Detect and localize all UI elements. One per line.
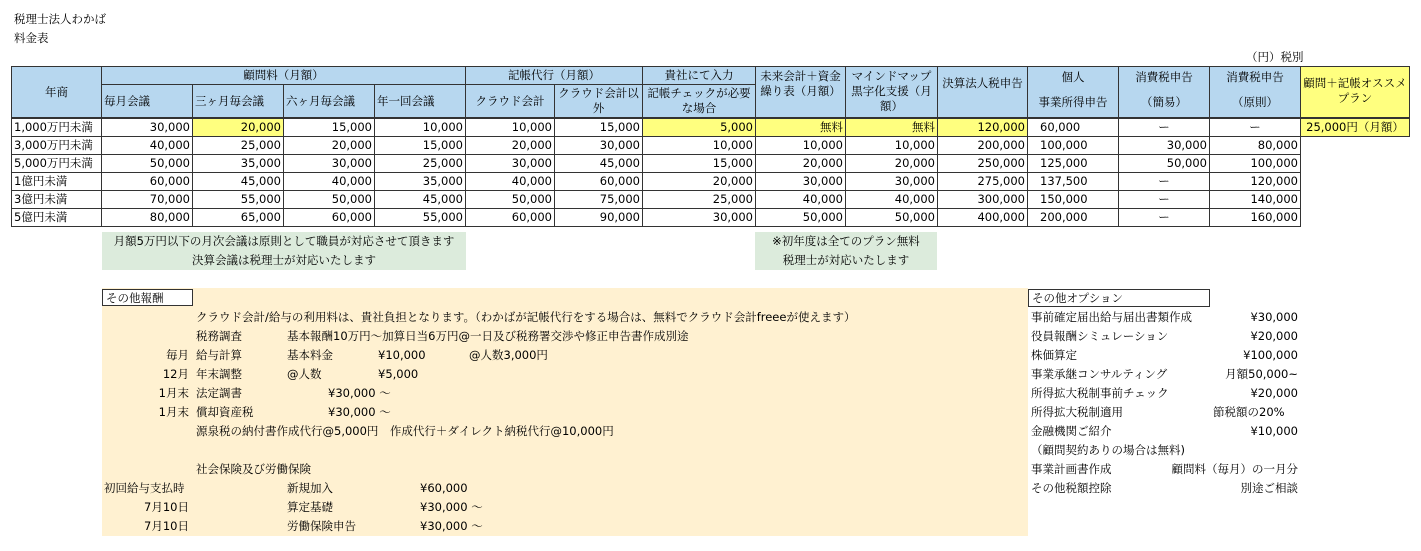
header-consumption-simple <box>1118 66 1210 118</box>
row1-individual: 60,000 <box>1027 118 1119 137</box>
option-3-label: 株価算定 <box>1031 348 1077 362</box>
row3-consumption-simple: 50,000 <box>1118 154 1210 173</box>
yearend-label: 年末調整 <box>196 367 242 381</box>
row1-consumption-simple: ー <box>1118 118 1210 137</box>
row3-future: 20,000 <box>755 154 846 173</box>
legal-label: 法定調書 <box>196 386 242 400</box>
asset-price: ¥30,000 〜 <box>328 405 391 419</box>
row6-future: 50,000 <box>755 208 846 227</box>
cloud-fee-note: クラウド会計/給与の利用料は、貴社負担となります。（わかばが記帳代行をする場合は、無料でクラウド会計freeeが使えます） <box>196 310 856 324</box>
row1-future: 無料 <box>755 118 846 137</box>
legal-when: 1月末 <box>158 386 189 400</box>
payroll-label: 給与計算 <box>196 348 242 362</box>
calc-label: 算定基礎 <box>287 500 333 514</box>
option-7-price: ¥10,000 <box>1250 424 1298 438</box>
row6-monthly: 80,000 <box>101 208 193 227</box>
note-left-2: 決算会議は税理士が対応いたします <box>192 253 376 267</box>
option-2-label: 役員報酬シミュレーション <box>1031 329 1169 343</box>
notes-left <box>102 232 466 270</box>
insurance-title: 社会保険及び労働保険 <box>196 462 311 476</box>
legal-price: ¥30,000 〜 <box>328 386 391 400</box>
row6-annual: 55,000 <box>374 208 466 227</box>
option-10-label: その他税額控除 <box>1031 481 1112 495</box>
row3-noncloud: 45,000 <box>554 154 643 173</box>
header-consumption-principle <box>1209 66 1301 118</box>
row2-quarterly: 25,000 <box>192 136 284 155</box>
option-9-price: 顧問料（毎月）の一月分 <box>1171 462 1298 476</box>
header-consumption-simple-top: 消費税申告 <box>1135 70 1193 84</box>
header-consumption-principle-top: 消費税申告 <box>1226 70 1284 84</box>
row5-noncloud: 75,000 <box>554 190 643 209</box>
header-individual-top: 個人 <box>1061 70 1085 84</box>
row4-consumption-simple: ー <box>1118 172 1210 191</box>
withholding-note: 源泉税の納付書作成代行@5,000円 作成代行＋ダイレクト納税代行@10,000円 <box>196 424 614 438</box>
row5-annual: 45,000 <box>374 190 466 209</box>
row5-check: 25,000 <box>642 190 756 209</box>
row4-semiannual: 40,000 <box>283 172 375 191</box>
row1-consumption-principle: ー <box>1209 118 1301 137</box>
header-individual <box>1027 66 1119 118</box>
labor-label: 労働保険申告 <box>287 519 356 533</box>
note-right-1: ※初年度は全てのプラン無料 <box>772 234 920 248</box>
note-left-1: 月額5万円以下の月次会議は原則として職員が対応させて頂きます <box>113 234 455 248</box>
header-consumption-principle-bottom: （原則） <box>1232 95 1278 109</box>
row5-consumption-principle: 140,000 <box>1209 190 1301 209</box>
row2-semiannual: 20,000 <box>283 136 375 155</box>
asset-label: 償却資産税 <box>196 405 254 419</box>
payroll-per-person: @人数3,000円 <box>469 348 548 362</box>
row4-settlement: 275,000 <box>937 172 1028 191</box>
payroll-base-price: ¥10,000 <box>378 348 426 362</box>
tax-audit-label: 税務調査 <box>196 329 242 343</box>
row2-sales: 3,000万円未満 <box>11 136 102 155</box>
option-6-label: 所得拡大税制適用 <box>1031 405 1123 419</box>
option-9-label: 事業計画書作成 <box>1031 462 1112 476</box>
row4-individual: 137,500 <box>1027 172 1119 191</box>
row3-semiannual: 30,000 <box>283 154 375 173</box>
row5-future: 40,000 <box>755 190 846 209</box>
yearend-price: ¥5,000 <box>378 367 419 381</box>
row5-monthly: 70,000 <box>101 190 193 209</box>
row2-future: 10,000 <box>755 136 846 155</box>
header-advisory-quarterly: 三ヶ月毎会議 <box>192 84 284 118</box>
header-mindmap: マインドマップ黒字化支援（月額） <box>845 66 938 118</box>
row2-cloud: 20,000 <box>465 136 555 155</box>
new-join-label: 新規加入 <box>287 481 333 495</box>
first-pay-when: 初回給与支払時 <box>104 481 185 495</box>
row1-monthly: 30,000 <box>101 118 193 137</box>
row1-semiannual: 15,000 <box>283 118 375 137</box>
row5-individual: 150,000 <box>1027 190 1119 209</box>
header-client-input: 貴社にて入力 <box>642 66 756 85</box>
header-recommend-plan: 顧問＋記帳オススメプラン <box>1300 66 1410 118</box>
row3-monthly: 50,000 <box>101 154 193 173</box>
notes-right <box>755 232 937 270</box>
row5-cloud: 50,000 <box>465 190 555 209</box>
calc-when: 7月10日 <box>144 500 189 514</box>
header-bookkeeping-noncloud: クラウド会計以外 <box>554 84 643 118</box>
header-bookkeeping: 記帳代行（月額） <box>465 66 643 85</box>
other-fees-section <box>102 288 1028 536</box>
row2-consumption-principle: 80,000 <box>1209 136 1301 155</box>
yearend-per: @人数 <box>287 367 322 381</box>
header-advisory-annual: 年一回会議 <box>374 84 466 118</box>
option-10-price: 別途ご相談 <box>1240 481 1298 495</box>
row4-consumption-principle: 120,000 <box>1209 172 1301 191</box>
row2-check: 10,000 <box>642 136 756 155</box>
row1-annual: 10,000 <box>374 118 466 137</box>
header-bookkeeping-cloud: クラウド会計 <box>465 84 555 118</box>
new-join-price: ¥60,000 <box>420 481 468 495</box>
row3-cloud: 30,000 <box>465 154 555 173</box>
labor-price: ¥30,000 〜 <box>420 519 483 533</box>
asset-when: 1月末 <box>158 405 189 419</box>
other-options-title: その他オプション <box>1028 289 1210 307</box>
row5-sales: 3億円未満 <box>11 190 102 209</box>
option-2-price: ¥20,000 <box>1250 329 1298 343</box>
option-5-price: ¥20,000 <box>1250 386 1298 400</box>
row6-consumption-principle: 160,000 <box>1209 208 1301 227</box>
row1-sales: 1,000万円未満 <box>11 118 102 137</box>
row6-noncloud: 90,000 <box>554 208 643 227</box>
row1-quarterly: 20,000 <box>192 118 284 137</box>
row1-cloud: 10,000 <box>465 118 555 137</box>
row6-check: 30,000 <box>642 208 756 227</box>
row4-sales: 1億円未満 <box>11 172 102 191</box>
row5-semiannual: 50,000 <box>283 190 375 209</box>
row4-mindmap: 30,000 <box>845 172 938 191</box>
row3-quarterly: 35,000 <box>192 154 284 173</box>
row6-cloud: 60,000 <box>465 208 555 227</box>
row5-mindmap: 40,000 <box>845 190 938 209</box>
row6-semiannual: 60,000 <box>283 208 375 227</box>
tax-audit-text: 基本報酬10万円〜加算日当6万円@一日及び税務署交渉や修正申告書作成別途 <box>287 329 689 343</box>
header-advisory-monthly: 毎月会議 <box>101 84 193 118</box>
note-right-2: 税理士が対応いたします <box>782 253 910 267</box>
row2-settlement: 200,000 <box>937 136 1028 155</box>
option-7-label: 金融機関ご紹介 <box>1031 424 1112 438</box>
row5-quarterly: 55,000 <box>192 190 284 209</box>
row1-mindmap: 無料 <box>845 118 938 137</box>
row3-check: 15,000 <box>642 154 756 173</box>
row3-settlement: 250,000 <box>937 154 1028 173</box>
option-8-label: （顧問契約ありの場合は無料) <box>1031 443 1185 457</box>
option-3-price: ¥100,000 <box>1243 348 1298 362</box>
firm-name: 税理士法人わかば <box>14 12 106 26</box>
row6-individual: 200,000 <box>1027 208 1119 227</box>
header-advisory-semiannual: 六ヶ月毎会議 <box>283 84 375 118</box>
row5-consumption-simple: ー <box>1118 190 1210 209</box>
option-4-price: 月額50,000~ <box>1225 367 1298 381</box>
row6-mindmap: 50,000 <box>845 208 938 227</box>
row3-sales: 5,000万円未満 <box>11 154 102 173</box>
row3-annual: 25,000 <box>374 154 466 173</box>
other-fees-title: その他報酬 <box>102 289 193 306</box>
row2-noncloud: 30,000 <box>554 136 643 155</box>
row3-mindmap: 20,000 <box>845 154 938 173</box>
row4-future: 30,000 <box>755 172 846 191</box>
calc-price: ¥30,000 〜 <box>420 500 483 514</box>
header-annual-sales: 年商 <box>11 66 102 118</box>
row3-individual: 125,000 <box>1027 154 1119 173</box>
header-advisory: 顧問料（月額） <box>101 66 466 85</box>
yearend-when: 12月 <box>162 367 189 381</box>
row4-annual: 35,000 <box>374 172 466 191</box>
row4-noncloud: 60,000 <box>554 172 643 191</box>
header-client-input-check: 記帳チェックが必要な場合 <box>642 84 756 118</box>
row2-annual: 15,000 <box>374 136 466 155</box>
row6-quarterly: 65,000 <box>192 208 284 227</box>
header-settlement: 決算法人税申告 <box>937 66 1028 118</box>
row4-cloud: 40,000 <box>465 172 555 191</box>
row6-sales: 5億円未満 <box>11 208 102 227</box>
row4-check: 20,000 <box>642 172 756 191</box>
row5-settlement: 300,000 <box>937 190 1028 209</box>
row4-monthly: 60,000 <box>101 172 193 191</box>
header-consumption-simple-bottom: （簡易） <box>1141 95 1187 109</box>
labor-when: 7月10日 <box>144 519 189 533</box>
row6-settlement: 400,000 <box>937 208 1028 227</box>
row6-consumption-simple: ー <box>1118 208 1210 227</box>
unit-note: （円）税別 <box>1246 50 1304 64</box>
row1-check: 5,000 <box>642 118 756 137</box>
row1-recommend: 25,000円（月額） <box>1300 118 1410 137</box>
row1-settlement: 120,000 <box>937 118 1028 137</box>
row4-quarterly: 45,000 <box>192 172 284 191</box>
option-5-label: 所得拡大税制事前チェック <box>1031 386 1169 400</box>
row3-consumption-principle: 100,000 <box>1209 154 1301 173</box>
row1-noncloud: 15,000 <box>554 118 643 137</box>
option-1-label: 事前確定届出給与届出書類作成 <box>1031 310 1192 324</box>
row2-consumption-simple: 30,000 <box>1118 136 1210 155</box>
header-future-accounting: 未来会計＋資金繰り表（月額） <box>755 66 846 118</box>
payroll-when: 毎月 <box>166 348 189 362</box>
option-6-price: 節税額の20% <box>1213 405 1285 419</box>
payroll-base-label: 基本料金 <box>287 348 333 362</box>
row2-individual: 100,000 <box>1027 136 1119 155</box>
option-1-price: ¥30,000 <box>1250 310 1298 324</box>
option-4-label: 事業承継コンサルティング <box>1031 367 1168 381</box>
header-individual-bottom: 事業所得申告 <box>1038 95 1108 109</box>
document-title: 料金表 <box>14 31 49 45</box>
row2-mindmap: 10,000 <box>845 136 938 155</box>
row2-monthly: 40,000 <box>101 136 193 155</box>
